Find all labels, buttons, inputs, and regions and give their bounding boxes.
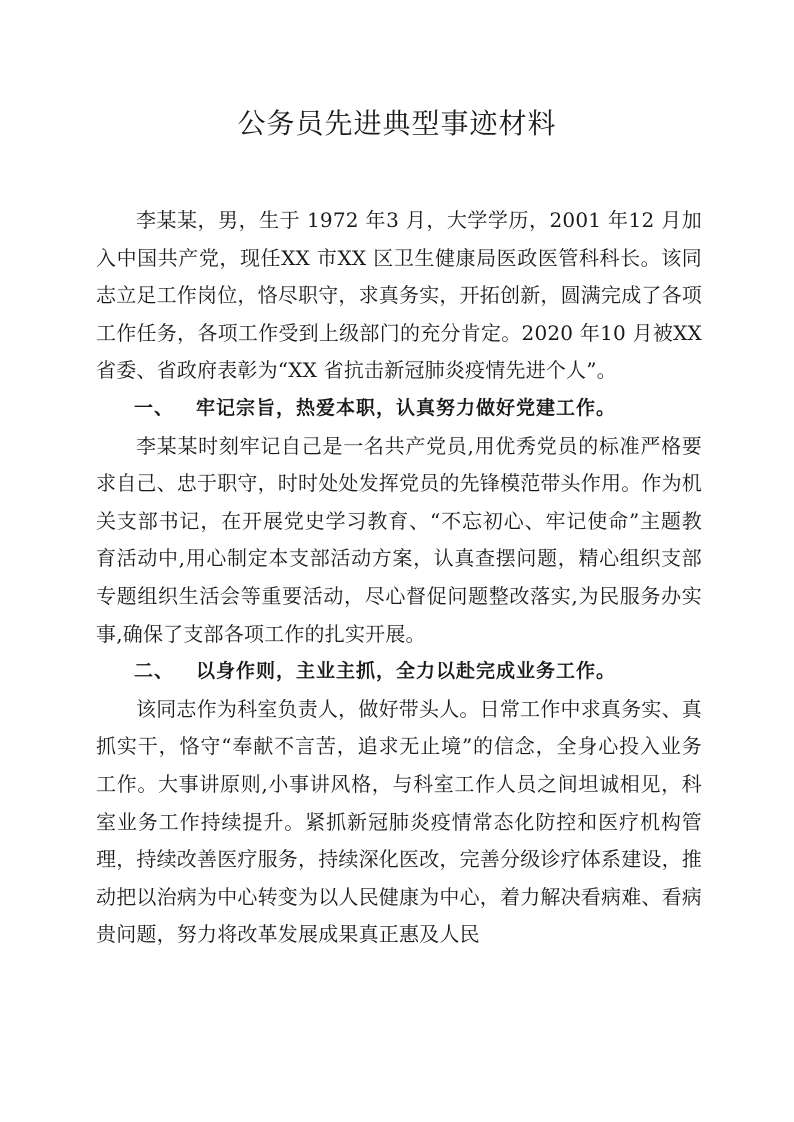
document-title: 公务员先进典型事迹材料 (237, 107, 557, 140)
section-heading-2 (96, 653, 702, 691)
section-number-2: 二、 (134, 660, 175, 683)
section-heading-text-2: 以身作则，主业主抓，全力以赴完成业务工作。 (196, 660, 617, 683)
section-paragraph-1: 李某某时刻牢记自己是一名共产党员,用优秀党员的标准严格要求自己、忠于职守，时时处处发挥党员的先锋模范带头作用。作为机关支部书记，在开展党史学习教育、“不忘初心、牢记使命”主题教育活动中,用心制定本支部活动方案，认真查摆问题，精心组织支部专题组织生活会等重要活动，尽心督促问题整改落实,为民服务办实事,确保了支部各项工作的扎实开展。 (96, 433, 702, 646)
document-body (96, 202, 702, 954)
intro-paragraph: 李某某，男，生于 1972 年3 月，大学学历，2001 年12 月加入中国共产党，现任XX 市XX 区卫生健康局医政医管科科长。该同志立足工作岗位，恪尽职守，求真务实，开拓创新，圆满完成了各项工作任务，各项工作受到上级部门的充分肯定。2020 年10 月被XX 省委、省政府表彰为“XX 省抗击新冠肺炎疫情先进个人”。 (96, 208, 702, 383)
section-heading-1 (96, 390, 702, 428)
section-number-1: 一、 (134, 396, 175, 419)
section-heading-text-1: 牢记宗旨，热爱本职，认真努力做好党建工作。 (196, 396, 617, 419)
section-paragraph-2: 该同志作为科室负责人，做好带头人。日常工作中求真务实、真抓实干，恪守“奉献不言苦，追求无止境”的信念，全身心投入业务工作。大事讲原则,小事讲风格，与科室工作人员之间坦诚相见，科室业务工作持续提升。紧抓新冠肺炎疫情常态化防控和医疗机构管理，持续改善医疗服务，持续深化医改，完善分级诊疗体系建设，推动把以治病为中心转变为以人民健康为中心，着力解决看病难、看病贵问题，努力将改革发展成果真正惠及人民 (96, 696, 702, 947)
